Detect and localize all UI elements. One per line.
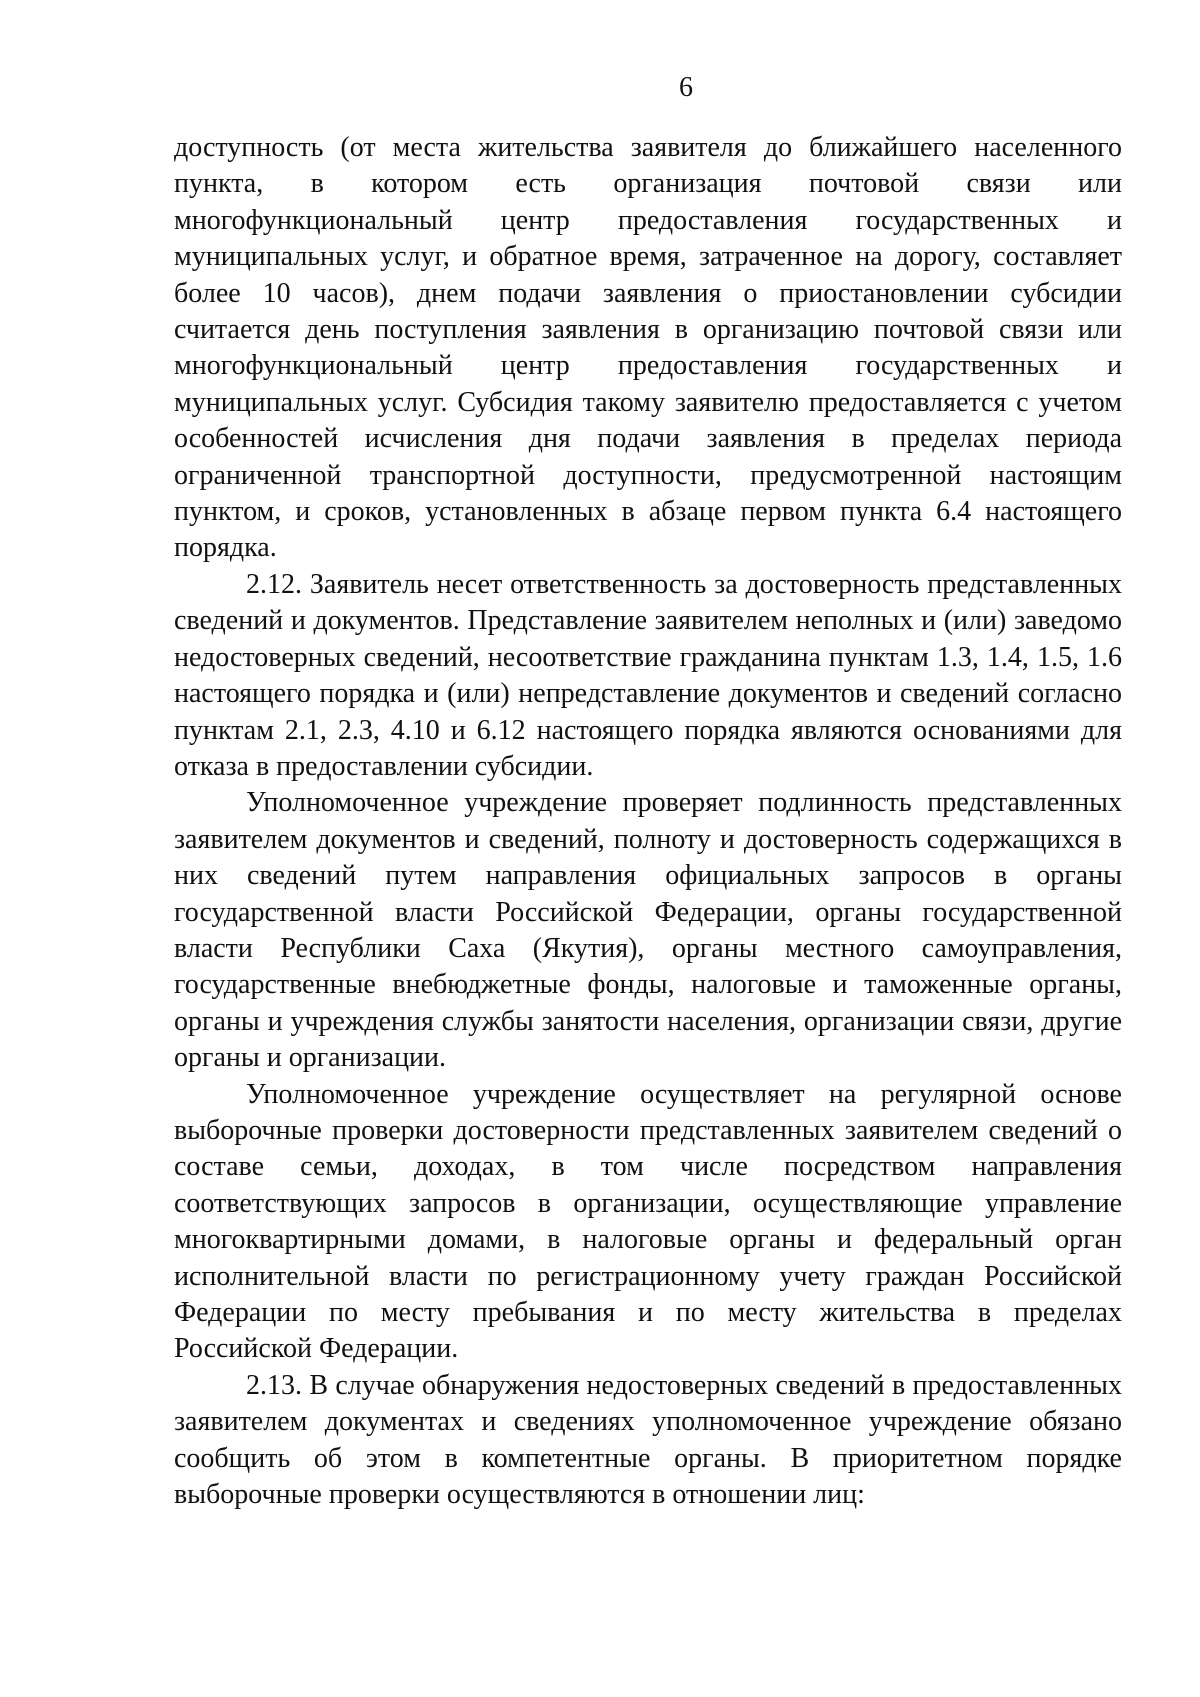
paragraph-2-12: 2.12. Заявитель несет ответственность за достоверность представленных сведений и документов. Представление заявителем неполных и (или) заведомо недостоверных сведений, несоответствие гражданина пунктам 1.3, 1.4, 1.5, 1.6 настоящего порядка и (или) непредставление документов и сведений согласно пунктам 2.1, 2.3, 4.10 и 6.12 настоящего порядка являются основаниями для отказа в предоставлении субсидии. <box>174 568 1122 782</box>
paragraph-2-13: 2.13. В случае обнаружения недостоверных сведений в предоставленных заявителем документах и сведениях уполномоченное учреждение обязано сообщить об этом в компетентные органы. В приоритетном порядке выборочные проверки осуществляются в отношении лиц: <box>174 1369 1122 1511</box>
paragraph-continuation: доступность (от места жительства заявителя до ближайшего населенного пункта, в котором есть организация почтовой связи или многофункциональный центр предоставления государственных и муниципальных услуг, и обратное время, затраченное на дорогу, составляет более 10 часов), днем подачи заявления о приостановлении субсидии считается день поступления заявления в организацию почтовой связи или многофункциональный центр предоставления государственных и муниципальных услуг. Субсидия такому заявителю предоставляется с учетом особенностей исчисления дня подачи заявления в пределах периода ограниченной транспортной доступности, предусмотренной настоящим пунктом, и сроков, установленных в абзаце первом пункта 6.4 настоящего порядка. <box>174 132 1122 564</box>
document-body <box>174 130 1122 1513</box>
paragraph-verification: Уполномоченное учреждение проверяет подлинность представленных заявителем документов и сведений, полноту и достоверность содержащихся в них сведений путем направления официальных запросов в органы государственной власти Российской Федерации, органы государственной власти Республики Саха (Якутия), органы местного самоуправления, государственные внебюджетные фонды, налоговые и таможенные органы, органы и учреждения службы занятости населения, организации связи, другие органы и организации. <box>174 787 1122 1074</box>
paragraph-selective-checks: Уполномоченное учреждение осуществляет на регулярной основе выборочные проверки достоверности представленных заявителем сведений о составе семьи, доходах, в том числе посредством направления соответствующих запросов в организации, осуществляющие управление многоквартирными домами, в налоговые органы и федеральный орган исполнительной власти по регистрационному учету граждан Российской Федерации по месту пребывания и по месту жительства в пределах Российской Федерации. <box>174 1078 1122 1365</box>
page-number: 6 <box>679 72 693 103</box>
